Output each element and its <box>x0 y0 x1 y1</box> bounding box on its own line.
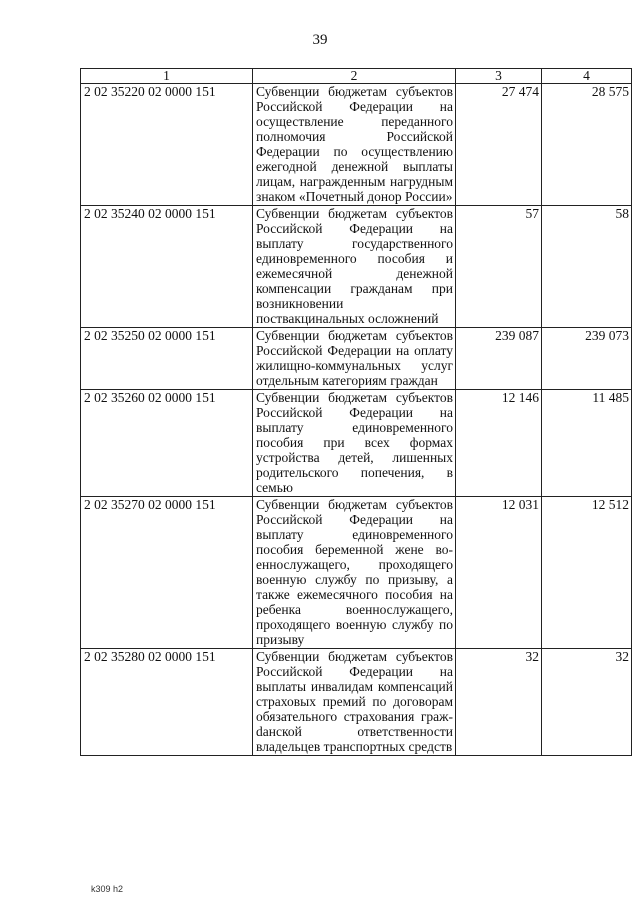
description-cell: Субвенции бюджетам субъектов Российской Федерации на выплаты инвалидам компенсаций страховых премий по договорам обязательного страхования гражdанской ответственности владельцев транспортных средств <box>253 649 456 756</box>
value-col4-cell: 239 073 <box>542 328 632 390</box>
value-col3-cell: 239 087 <box>456 328 542 390</box>
description-cell: Субвенции бюджетам субъектов Российской Федерации на оплату жилищно-коммунальных услуг отдельным категориям граждан <box>253 328 456 390</box>
value-col3-cell: 57 <box>456 206 542 328</box>
budget-code-cell: 2 02 35250 02 0000 151 <box>81 328 253 390</box>
column-header-4: 4 <box>542 69 632 84</box>
value-col3-cell: 32 <box>456 649 542 756</box>
budget-table <box>80 68 632 756</box>
column-header-3: 3 <box>456 69 542 84</box>
footer-mark: k309 h2 <box>91 884 124 894</box>
header-row <box>81 69 632 84</box>
table-row <box>81 206 632 328</box>
value-col4-cell: 58 <box>542 206 632 328</box>
page-number: 39 <box>312 32 328 48</box>
description-cell: Субвенции бюджетам субъектов Российской Федерации на выплату единовременного пособия при всех формах устройства детей, лишенных родительского попечения, в семью <box>253 390 456 497</box>
table-row <box>81 328 632 390</box>
table-row <box>81 390 632 497</box>
value-col3-cell: 12 031 <box>456 497 542 649</box>
value-col3-cell: 27 474 <box>456 84 542 206</box>
table-row <box>81 497 632 649</box>
description-cell: Субвенции бюджетам субъектов Российской Федерации на осуществление переданного полномочия Российской Федерации по осуществлению ежегодной денежной выплаты лицам, награжденным нагрудным знаком «Почетный донор России» <box>253 84 456 206</box>
budget-code-cell: 2 02 35280 02 0000 151 <box>81 649 253 756</box>
budget-code-cell: 2 02 35220 02 0000 151 <box>81 84 253 206</box>
table-row <box>81 84 632 206</box>
value-col4-cell: 12 512 <box>542 497 632 649</box>
budget-code-cell: 2 02 35240 02 0000 151 <box>81 206 253 328</box>
value-col4-cell: 32 <box>542 649 632 756</box>
value-col4-cell: 28 575 <box>542 84 632 206</box>
column-header-2: 2 <box>253 69 456 84</box>
budget-code-cell: 2 02 35270 02 0000 151 <box>81 497 253 649</box>
column-header-1: 1 <box>81 69 253 84</box>
description-cell: Субвенции бюджетам субъектов Российской Федерации на выплату единовременного пособия беременной жене военнослужащего, проходящего военную службу по призыву, а также ежемесячного пособия на ребенка военнослужащего, проходящего военную службу по призыву <box>253 497 456 649</box>
budget-code-cell: 2 02 35260 02 0000 151 <box>81 390 253 497</box>
value-col3-cell: 12 146 <box>456 390 542 497</box>
table-row <box>81 649 632 756</box>
value-col4-cell: 11 485 <box>542 390 632 497</box>
description-cell: Субвенции бюджетам субъектов Российской Федерации на выплату государственного единовременного пособия и ежемесячной денежной компенсации гражданам при возникновении поствакцинальных осложнений <box>253 206 456 328</box>
